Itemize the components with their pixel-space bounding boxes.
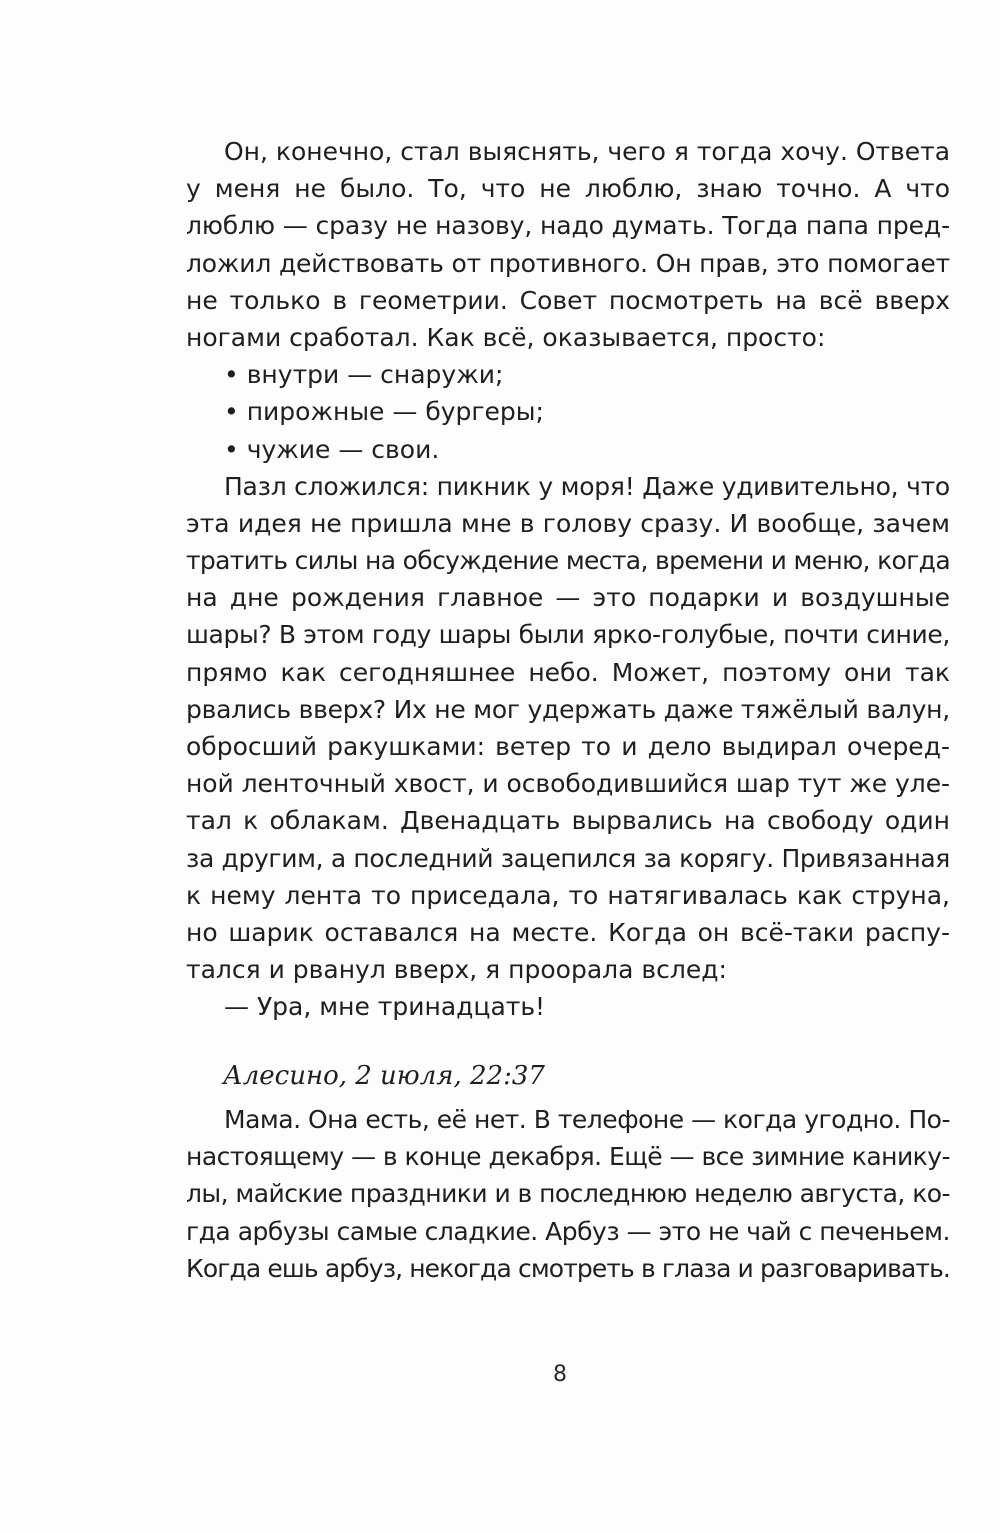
paragraph-3-line: лы, майские праздники и в последнюю неделю августа, ко- [186,1179,950,1209]
paragraph-2-line: ной ленточный хвост, и освободившийся шар тут же уле- [186,769,950,799]
paragraph-3-line: гда арбузы самые сладкие. Арбуз — это не чай с печеньем. [186,1216,950,1246]
paragraph-2-line: к нему лента то приседала, то натягивалась как струна, [186,880,950,910]
paragraph-2-line: тал к облакам. Двенадцать вырвались на свободу один [186,806,950,836]
paragraph-2-line: обросший ракушками: ветер то и дело выдирал очеред- [186,732,950,761]
paragraph-3-line: Мама. Она есть, её нет. В телефоне — когда угодно. По- [224,1105,950,1134]
list-item: • чужие — свои. [224,434,440,464]
paragraph-2-line: шары? В этом году шары были ярко-голубые, почти синие, [186,620,950,650]
paragraph-2-line: тратить силы на обсуждение места, времени и меню, когда [186,546,950,576]
paragraph-2-line: но шарик оставался на месте. Когда он всё-таки распу- [186,917,950,947]
paragraph-1-line: Он, конечно, стал выяснять, чего я тогда хочу. Ответа [224,137,950,166]
section-heading: Алесино, 2 июля, 22:37 [223,1061,545,1091]
paragraph-2-line: рвались вверх? Их не мог удержать даже тяжёлый валун, [186,694,950,724]
paragraph-2-line: тался и рванул вверх, я проорала вслед: [186,955,727,985]
page-number: 8 [553,1362,567,1387]
paragraph-2-line: эта идея не пришла мне в голову сразу. И вообще, зачем [186,508,950,538]
paragraph-3-line: настоящему — в конце декабря. Ещё — все зимние канику- [186,1142,950,1172]
paragraph-2-line: Пазл сложился: пикник у моря! Даже удивительно, что [224,471,950,501]
list-item: • внутри — снаружи; [224,360,504,390]
dialogue-line: — Ура, мне тринадцать! [224,992,546,1022]
paragraph-1-line: у меня не было. То, что не люблю, знаю точно. А что [186,174,950,204]
list-item: • пирожные — бургеры; [224,397,544,427]
paragraph-2-line: за другим, а последний зацепился за корягу. Привязанная [186,843,950,873]
text-block-upper [186,133,950,1026]
paragraph-1-line: не только в геометрии. Совет посмотреть на всё вверх [186,285,950,315]
paragraph-2-line: на дне рождения главное — это подарки и воздушные [186,583,950,613]
paragraph-2-line: прямо как сегодняшнее небо. Может, поэтому они так [186,657,950,687]
paragraph-1-line: ложил действовать от противного. Он прав, это помогает [186,248,950,278]
paragraph-1-line: ногами сработал. Как всё, оказывается, просто: [186,322,826,352]
paragraph-3-line: Когда ешь арбуз, некогда смотреть в глаза и разговаривать. [186,1253,950,1283]
text-block-lower [186,1101,950,1287]
paragraph-1-line: люблю — сразу не назову, надо думать. Тогда папа пред- [186,211,950,241]
